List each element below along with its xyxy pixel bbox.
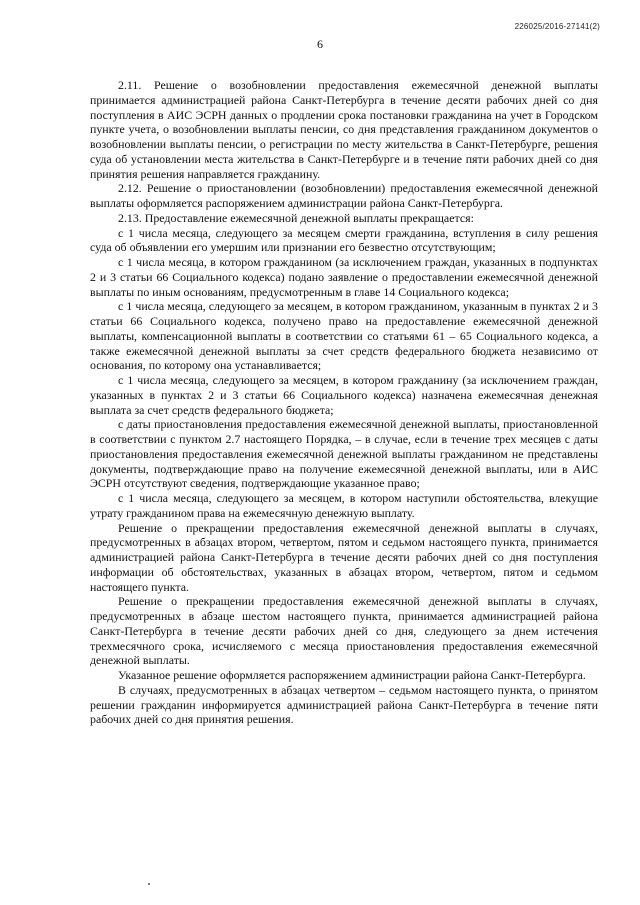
paragraph-notification: В случаях, предусмотренных в абзацах четвертом – седьмом настоящего пункта, о принятом решении гражданин информируется администрацией района Санкт-Петербурга в течение пяти рабочих дней со дня принятия решения.: [90, 682, 598, 727]
paragraph-termination-loss-of-right: с 1 числа месяца, следующего за месяцем, в котором наступили обстоятельства, влекущие утрату гражданином права на ежемесячную денежную выплату.: [90, 491, 598, 520]
paragraph-2-12: 2.12. Решение о приостановлении (возобновлении) предоставления ежемесячной денежной выплаты оформляется распоряжением администрации района Санкт-Петербурга.: [90, 181, 598, 210]
paragraph-2-13: 2.13. Предоставление ежемесячной денежной выплаты прекращается:: [118, 210, 474, 225]
paragraph-decision-cases-2-4-5-7: Решение о прекращении предоставления ежемесячной денежной выплаты в случаях, предусмотренных в абзацах втором, четвертом, пятом и седьмом настоящего пункта, принимается администрацией района Санкт-Петербурга в течение десяти рабочих дней со дня поступления информации об обстоятельствах, указанных в абзацах втором, четвертом, пятом и седьмом настоящего пункта.: [90, 520, 598, 594]
paragraph-2-11: 2.11. Решение о возобновлении предоставления ежемесячной денежной выплаты принимается администрацией района Санкт-Петербурга в течение десяти рабочих дней со дня поступления в АИС ЭСРН данных о продлении срока постановки гражданина на учет в Городском пункте учета, о возобновлении выплаты пенсии, со дня представления гражданином документов о возобновлении выплаты пенсии, о регистрации по месту жительства в Санкт-Петербурге, решения суда об установлении места жительства в Санкт-Петербурге и в течение пяти рабочих дней со дня принятия решения направляется гражданину.: [90, 78, 598, 181]
document-body: [90, 78, 598, 727]
paragraph-decision-form: Указанное решение оформляется распоряжением администрации района Санкт-Петербурга.: [118, 668, 586, 682]
paragraph-termination-suspension: с даты приостановления предоставления ежемесячной денежной выплаты, приостановленной в соответствии с пунктом 2.7 настоящего Порядка, – в случае, если в течение трех месяцев с даты приостановления предоставления ежемесячной денежной выплаты гражданином не представлены документы, подтверждающие право на получение ежемесячной денежной выплаты, или в АИС ЭСРН отсутствуют сведения, подтверждающие указанное право;: [90, 417, 598, 491]
paragraph-termination-death: с 1 числа месяца, следующего за месяцем смерти гражданина, вступления в силу решения суда об объявлении его умершим или признании его безвестно отсутствующим;: [90, 225, 598, 255]
paragraph-decision-case-6: Решение о прекращении предоставления ежемесячной денежной выплаты в случаях, предусмотренных в абзаце шестом настоящего пункта, принимается администрацией района Санкт-Петербурга в течение десяти рабочих дней со дня, следующего за днем истечения трехмесячного срока, исчисляемого с месяца приостановления предоставления ежемесячной денежной выплаты.: [90, 594, 598, 668]
paragraph-termination-federal-payment: с 1 числа месяца, следующего за месяцем, в котором гражданину (за исключением граждан, указанных в пунктах 2 и 3 статьи 66 Социального кодекса) назначена ежемесячная денежная выплата за счет средств федерального бюджета;: [90, 373, 598, 417]
paragraph-termination-compensation-right: с 1 числа месяца, следующего за месяцем, в котором гражданином, указанным в пунктах 2 и 3 статьи 66 Социального кодекса, получено право на предоставление ежемесячной денежной выплаты, компенсационной выплаты в соответствии со статьями 61 – 65 Социального кодекса, а также ежемесячной денежной выплаты за счет средств федерального бюджета независимо от основания, по которому она устанавливается;: [90, 299, 598, 373]
page-number: 6: [317, 37, 323, 51]
paragraph-termination-other-grounds: с 1 числа месяца, в котором гражданином (за исключением граждан, указанных в подпунктах 2 и 3 статьи 66 Социального кодекса) подано заявление о предоставлении ежемесячной денежной выплаты по иным основаниям, предусмотренным в главе 14 Социального кодекса;: [90, 255, 598, 299]
scan-speck: [148, 883, 150, 885]
document-registration-number: 226025/2016-27141(2): [514, 22, 600, 31]
